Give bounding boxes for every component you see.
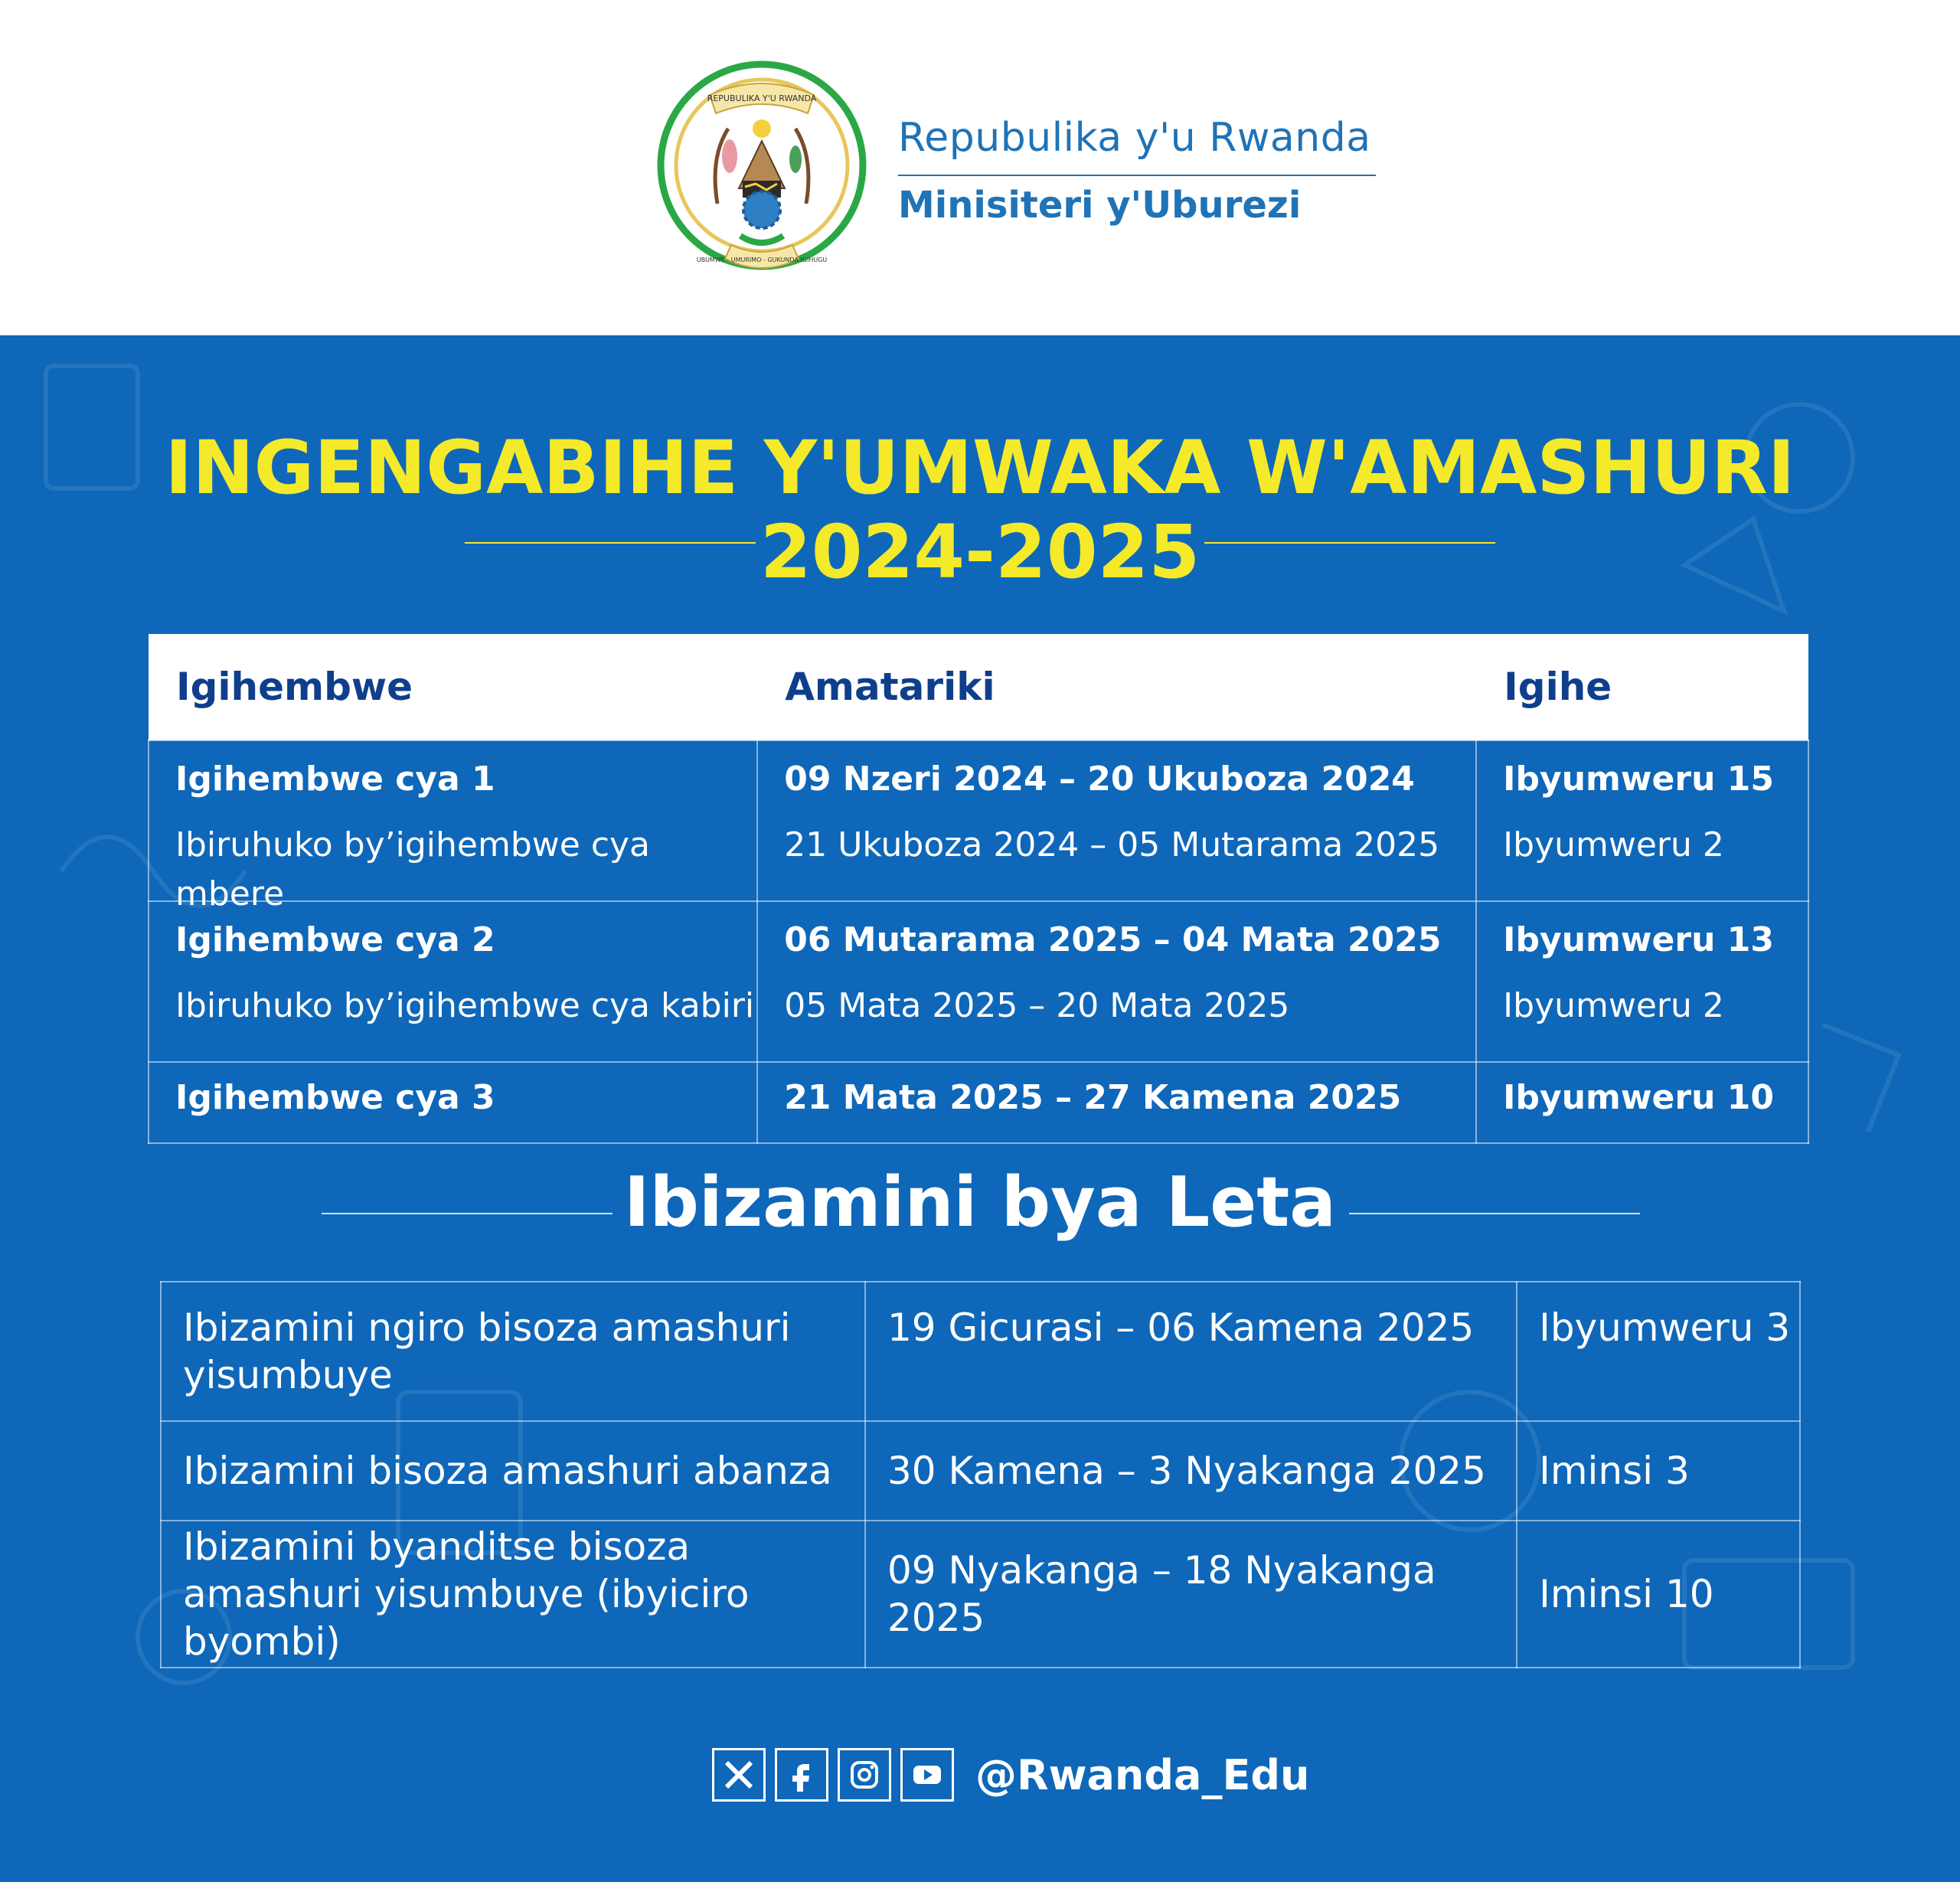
term-dates: 21 Mata 2025 – 27 Kamena 2025 — [784, 1078, 1402, 1117]
exams-heading: Ibizamini bya Leta — [623, 1162, 1337, 1243]
holiday-name: Ibiruhuko by’igihembwe cya mbere — [175, 825, 651, 913]
government-block — [898, 115, 1376, 227]
social-bar — [712, 1744, 1309, 1805]
title-rule-right — [1204, 542, 1495, 544]
seal-top-text: REPUBULIKA Y'U RWANDA — [707, 93, 817, 103]
exam-dates: 19 Gicurasi – 06 Kamena 2025 — [865, 1282, 1517, 1421]
calendar-panel — [0, 335, 1960, 1882]
header-term: Igihembwe — [149, 634, 757, 740]
social-handle[interactable]: @Rwanda_Edu — [975, 1750, 1310, 1799]
exam-dates: 30 Kamena – 3 Nyakanga 2025 — [865, 1421, 1517, 1521]
exams-rule-right — [1349, 1213, 1640, 1214]
holiday-dates: 21 Ukuboza 2024 – 05 Mutarama 2025 — [784, 825, 1440, 864]
title-line-1: INGENGABIHE Y'UMWAKA W'AMASHURI — [165, 425, 1795, 511]
ministry-name: Minisiteri y'Uburezi — [898, 184, 1302, 227]
holiday-dates: 05 Mata 2025 – 20 Mata 2025 — [784, 986, 1290, 1025]
coat-of-arms-seal — [655, 58, 869, 288]
exams-rule-left — [322, 1213, 612, 1214]
table-row — [149, 740, 1808, 901]
exam-name: Ibizamini ngiro bisoza amashuri yisumbuye — [161, 1282, 865, 1421]
exam-name: Ibizamini bisoza amashuri abanza — [161, 1421, 865, 1521]
term-dates: 09 Nzeri 2024 – 20 Ukuboza 2024 — [784, 760, 1415, 799]
x-icon[interactable] — [712, 1748, 766, 1802]
exam-duration: Iminsi 10 — [1517, 1521, 1800, 1668]
term-name: Igihembwe cya 3 — [175, 1078, 495, 1117]
holiday-duration: Ibyumweru 2 — [1503, 825, 1724, 864]
term-duration: Ibyumweru 13 — [1503, 920, 1774, 959]
header — [0, 0, 1960, 335]
term-name: Igihembwe cya 1 — [175, 760, 495, 799]
title-rule-left — [465, 542, 756, 544]
term-duration: Ibyumweru 10 — [1503, 1078, 1774, 1117]
exam-duration: Ibyumweru 3 — [1517, 1282, 1800, 1421]
title-year: 2024-2025 — [760, 509, 1200, 595]
exams-table — [160, 1281, 1801, 1668]
seal-bottom-text: UBUMWE - UMURIMO - GUKUNDA IGIHUGU — [696, 256, 828, 263]
holiday-name: Ibiruhuko by’igihembwe cya kabiri — [175, 986, 755, 1025]
table-row — [161, 1282, 1800, 1421]
terms-table — [148, 634, 1809, 1144]
exam-name: Ibizamini byanditse bisoza amashuri yisumbuye (ibyiciro byombi) — [161, 1521, 865, 1668]
table-row — [149, 1062, 1808, 1143]
republic-name: Repubulika y'u Rwanda — [898, 115, 1376, 176]
table-row — [149, 901, 1808, 1062]
holiday-duration: Ibyumweru 2 — [1503, 986, 1724, 1025]
header-dates: Amatariki — [757, 634, 1476, 740]
header-duration: Igihe — [1476, 634, 1808, 740]
term-dates: 06 Mutarama 2025 – 04 Mata 2025 — [784, 920, 1442, 959]
terms-table-header — [149, 634, 1808, 740]
facebook-icon[interactable] — [775, 1748, 828, 1802]
term-duration: Ibyumweru 15 — [1503, 760, 1774, 799]
table-row — [161, 1521, 1800, 1668]
youtube-icon[interactable] — [900, 1748, 954, 1802]
table-row — [161, 1421, 1800, 1521]
page-title — [0, 426, 1960, 594]
exam-dates: 09 Nyakanga – 18 Nyakanga 2025 — [865, 1521, 1517, 1668]
exam-duration: Iminsi 3 — [1517, 1421, 1800, 1521]
instagram-icon[interactable] — [838, 1748, 891, 1802]
term-name: Igihembwe cya 2 — [175, 920, 495, 959]
